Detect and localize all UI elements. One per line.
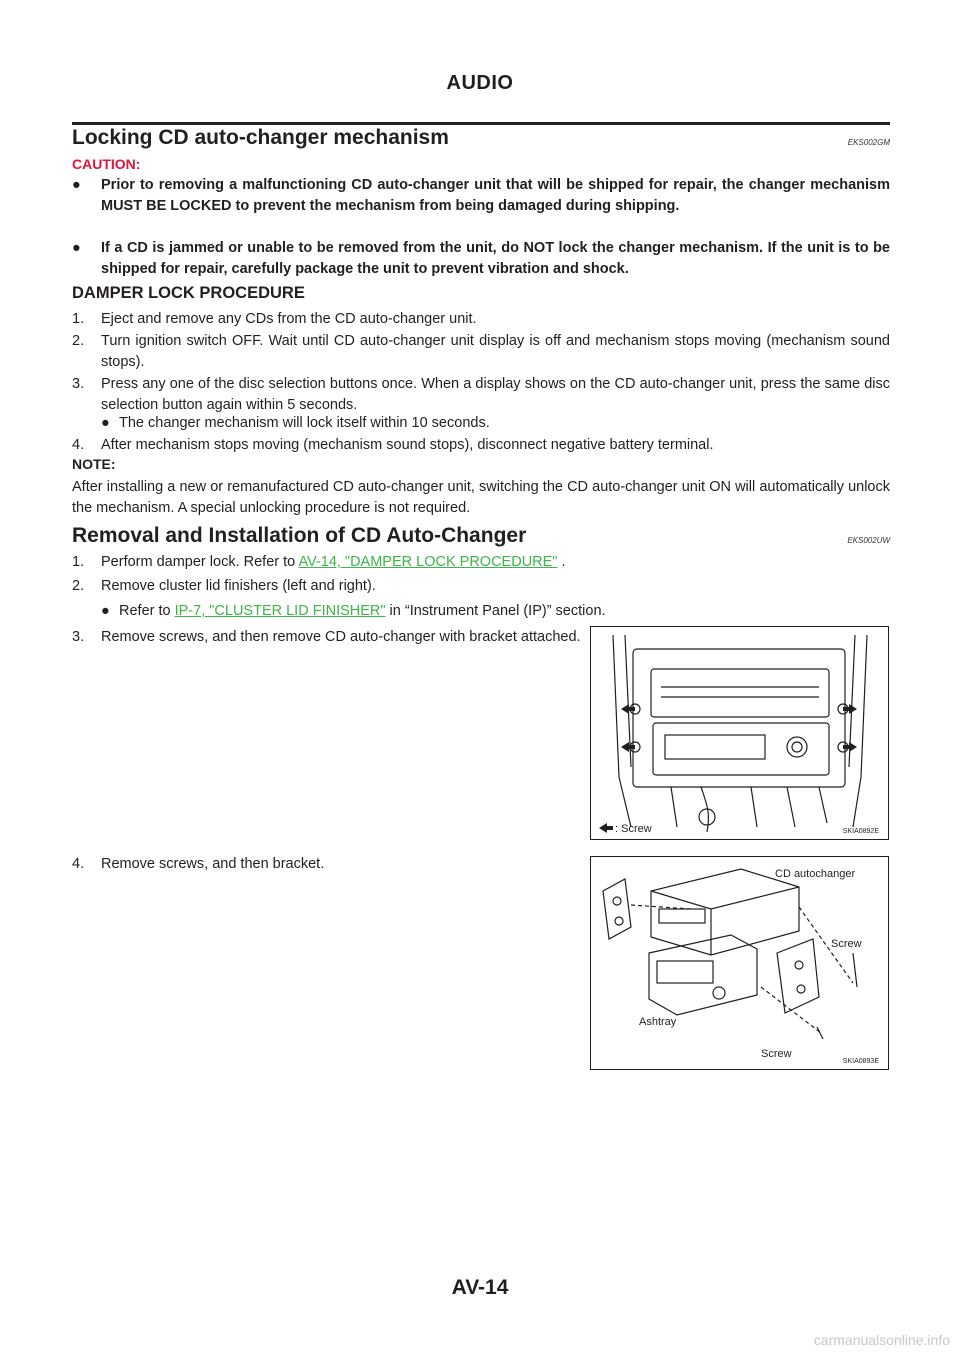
step-number: 2. [72, 333, 85, 349]
sub-text [119, 603, 606, 619]
procedure-step-3 [72, 374, 890, 416]
section-header: AUDIO [446, 72, 514, 94]
sub-text: The changer mechanism will lock itself within 10 seconds. [119, 415, 490, 431]
step-number: 1. [72, 554, 85, 570]
caution-item-text: Prior to removing a malfunctioning CD auto-changer unit that will be shipped for repair, the changer mechanism MUST BE LOCKED to prevent the mechanism from being damaged during shipping. [101, 177, 890, 214]
arrow-icon [599, 823, 613, 833]
label-ashtray: Ashtray [639, 1016, 677, 1028]
caution-label: CAUTION: [72, 156, 141, 172]
note-label: NOTE: [72, 456, 116, 472]
removal-step-1 [72, 552, 890, 573]
step-number: 3. [72, 376, 85, 392]
step-number: 4. [72, 437, 85, 453]
legend-screw: : Screw [615, 823, 652, 835]
sub-prefix: Refer to [119, 603, 175, 619]
figure-bracket-removal [590, 856, 889, 1070]
removal-step-4 [72, 854, 572, 875]
step-text: Press any one of the disc selection buttons once. When a display shows on the CD auto-changer unit, press the same disc selection button again within 5 seconds. [101, 376, 890, 413]
page-number: AV-14 [451, 1276, 509, 1299]
header-rule [72, 122, 890, 125]
caution-item-1 [72, 175, 890, 217]
bullet-icon: ● [72, 240, 81, 256]
procedure-step-2 [72, 331, 890, 373]
step-text: Eject and remove any CDs from the CD auto-changer unit. [101, 311, 477, 327]
removal-step-2 [72, 576, 890, 597]
sub-after: in “Instrument Panel (IP)” section. [385, 603, 606, 619]
step-text: Remove cluster lid finishers (left and right). [101, 578, 376, 594]
removal-title: Removal and Installation of CD Auto-Changer [72, 524, 527, 547]
watermark: carmanualsonline.info [813, 1332, 950, 1348]
step1-text: Perform damper lock. Refer to [101, 554, 296, 570]
damper-lock-link[interactable]: AV-14, "DAMPER LOCK PROCEDURE" [298, 554, 558, 570]
step-text: Turn ignition switch OFF. Wait until CD auto-changer unit display is off and mechanism stops moving (mechanism sound stops). [101, 333, 890, 370]
figure-cd-changer-installed [590, 626, 889, 840]
locking-title: Locking CD auto-changer mechanism [72, 126, 449, 149]
note-text: After installing a new or remanufactured CD auto-changer unit, switching the CD auto-changer unit ON will automatically unlock the mechanism. A special unlocking procedure is not required. [72, 479, 890, 516]
step1-after: . [557, 554, 566, 570]
removal-step-3 [72, 627, 584, 648]
step-number: 2. [72, 578, 85, 594]
bullet-icon: ● [101, 603, 110, 619]
step-text: Remove screws, and then remove CD auto-changer with bracket attached. [101, 629, 581, 645]
caution-item-2 [72, 238, 890, 280]
locking-code: EKS002GM [847, 138, 890, 147]
procedure-step-3-sub [101, 413, 490, 434]
bracket-removal-illustration [591, 857, 888, 1069]
step-text: Remove screws, and then bracket. [101, 856, 325, 872]
caution-item-text: If a CD is jammed or unable to be removed from the unit, do NOT lock the changer mechanism. If the unit is to be shipped for repair, carefully package the unit to prevent vibration and shock. [101, 240, 890, 277]
bullet-icon: ● [72, 177, 81, 193]
label-screw-top: Screw [831, 938, 862, 950]
cd-changer-installed-illustration [591, 627, 888, 839]
cluster-lid-link[interactable]: IP-7, "CLUSTER LID FINISHER" [174, 603, 386, 619]
step-number: 3. [72, 629, 85, 645]
bullet-icon: ● [101, 415, 110, 431]
figure1-id: SKIA0892E [842, 828, 879, 835]
procedure-title: DAMPER LOCK PROCEDURE [72, 284, 305, 302]
procedure-step-4 [72, 435, 890, 456]
label-screw-bottom: Screw [761, 1048, 792, 1060]
step-text [101, 552, 890, 573]
step-number: 1. [72, 311, 85, 327]
procedure-step-1 [72, 309, 890, 330]
removal-step-2-sub [101, 601, 606, 622]
label-cd-autochanger: CD autochanger [775, 868, 856, 880]
figure2-id: SKIA0893E [842, 1058, 879, 1065]
step-number: 4. [72, 856, 85, 872]
step-text: After mechanism stops moving (mechanism sound stops), disconnect negative battery terminal. [101, 437, 714, 453]
removal-code: EKS002UW [847, 536, 890, 545]
